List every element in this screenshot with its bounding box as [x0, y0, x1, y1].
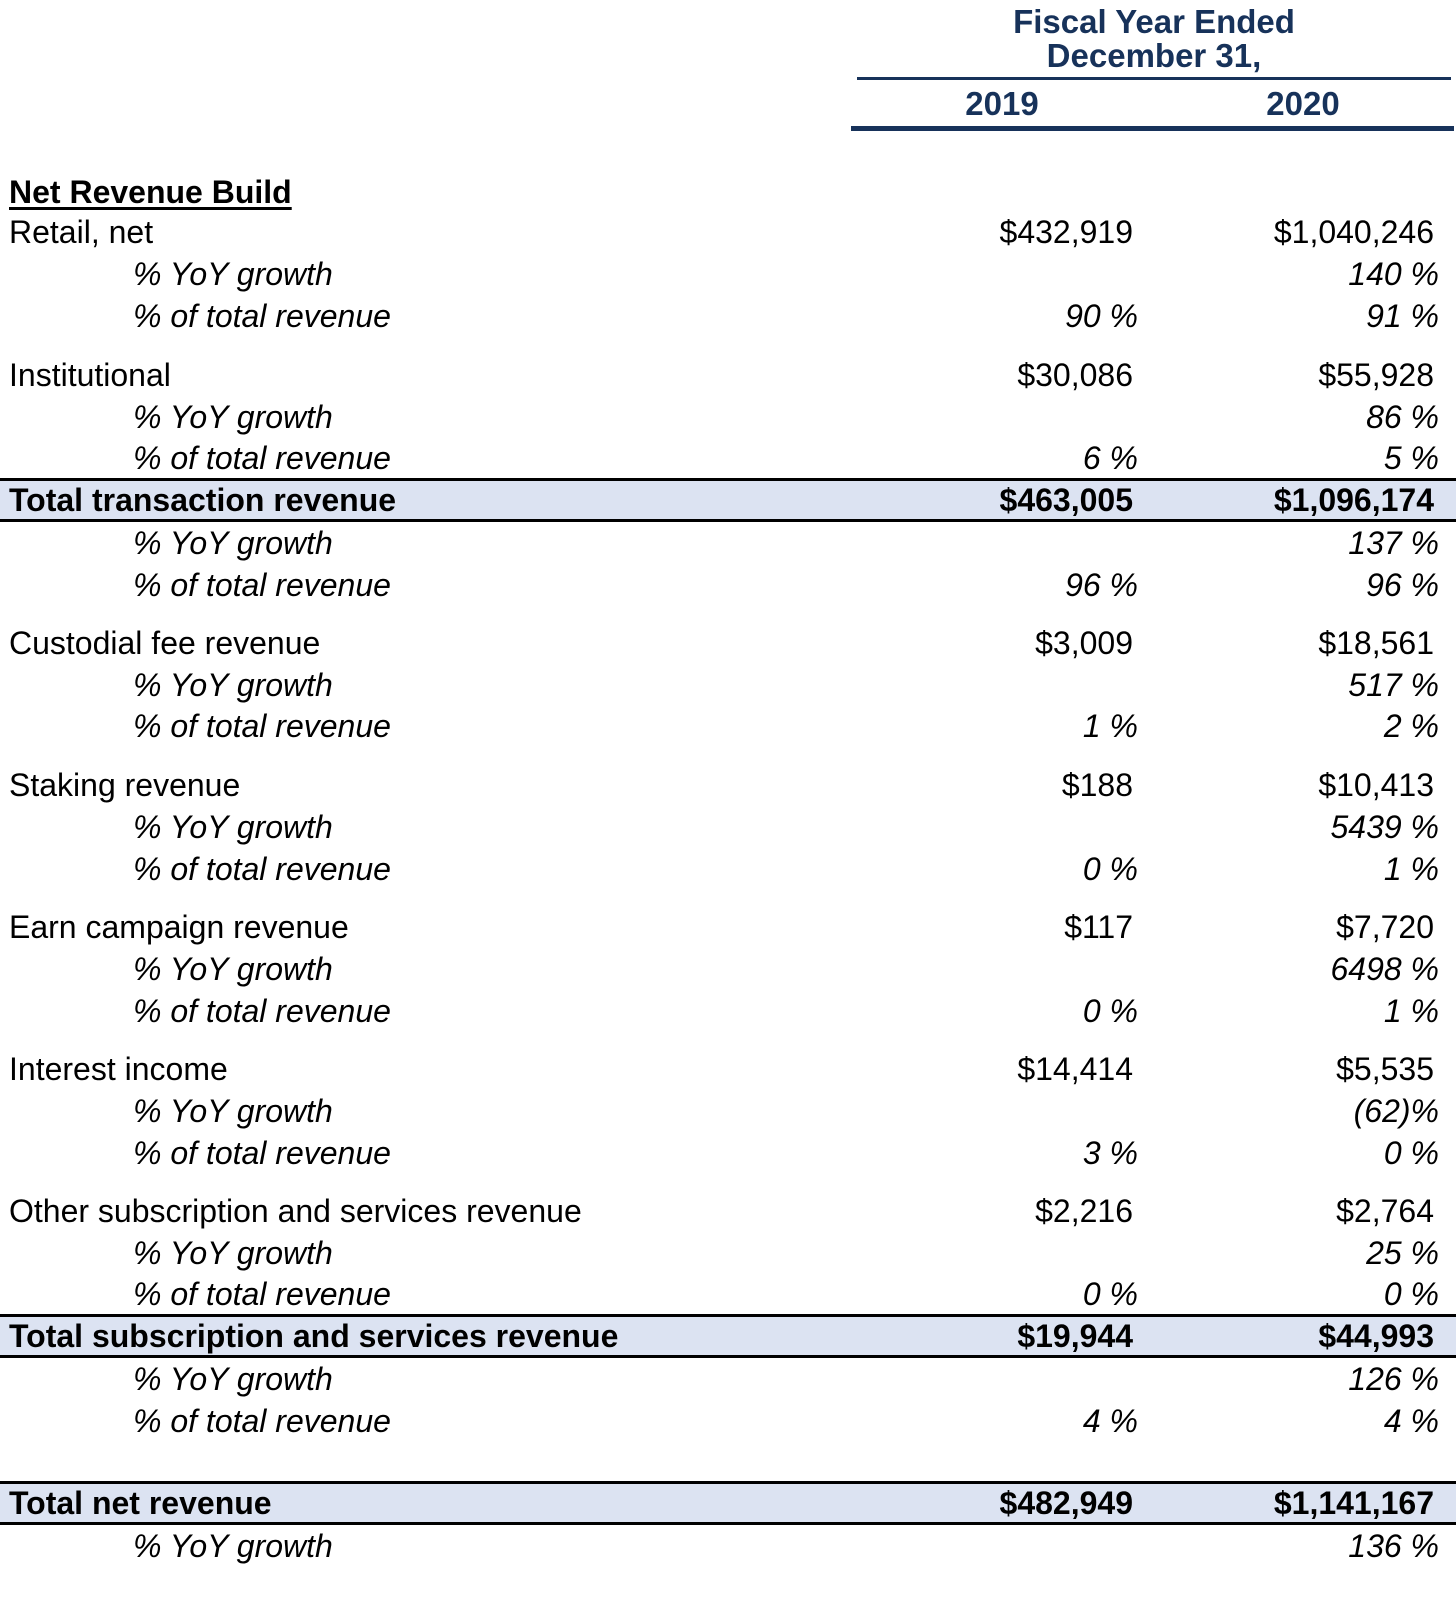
value-2019: $14,414	[1017, 1051, 1133, 1087]
row-total-net-revenue	[0, 1481, 1456, 1525]
row-transaction-yoy-growth	[0, 522, 1456, 564]
row-label: % YoY growth	[133, 256, 333, 292]
row-institutional-yoy-growth	[0, 396, 1456, 438]
row-institutional-pct-total	[0, 437, 1456, 479]
row-custodial-pct-total	[0, 705, 1456, 747]
row-other-subscription-revenue	[0, 1190, 1456, 1232]
value-2019: $19,944	[1017, 1318, 1133, 1354]
value-2020: $2,764	[1336, 1193, 1434, 1229]
row-label: Total transaction revenue	[9, 482, 397, 518]
row-subscription-pct-total	[0, 1400, 1456, 1442]
row-custodial-yoy-growth	[0, 664, 1456, 706]
value-2019: 4 %	[1082, 1403, 1138, 1439]
value-2020: 136 %	[1348, 1528, 1439, 1564]
value-2020: 5 %	[1383, 440, 1439, 476]
value-2020: $1,096,174	[1273, 482, 1434, 518]
row-label: % YoY growth	[133, 951, 333, 987]
row-staking-revenue	[0, 764, 1456, 806]
value-2020: $1,040,246	[1273, 214, 1434, 250]
row-label: % of total revenue	[133, 567, 391, 603]
header-divider	[857, 77, 1451, 80]
value-2020: 1 %	[1383, 993, 1439, 1029]
row-label: % YoY growth	[133, 1528, 333, 1564]
value-2020: 91 %	[1366, 298, 1439, 334]
value-2019: 0 %	[1082, 851, 1138, 887]
row-retail-yoy-growth	[0, 253, 1456, 295]
value-2019: 96 %	[1065, 567, 1138, 603]
row-label: % of total revenue	[133, 708, 391, 744]
row-staking-yoy-growth	[0, 806, 1456, 848]
value-2020: 25 %	[1366, 1235, 1439, 1271]
value-2019: 1 %	[1082, 708, 1138, 744]
row-label: Total net revenue	[9, 1485, 272, 1521]
value-2020: 96 %	[1366, 567, 1439, 603]
value-2019: $188	[1061, 767, 1133, 803]
value-2019: $463,005	[999, 482, 1133, 518]
row-label: Total subscription and services revenue	[9, 1318, 619, 1354]
value-2019: 6 %	[1082, 440, 1138, 476]
row-subscription-yoy-growth	[0, 1358, 1456, 1400]
value-2019: 0 %	[1082, 1276, 1138, 1312]
value-2019: $2,216	[1035, 1193, 1133, 1229]
value-2020: 2 %	[1383, 708, 1439, 744]
row-label: Custodial fee revenue	[9, 625, 321, 661]
value-2020: $7,720	[1336, 909, 1434, 945]
value-2019: 90 %	[1065, 298, 1138, 334]
row-label: % YoY growth	[133, 809, 333, 845]
row-label: Retail, net	[9, 214, 154, 250]
row-label: Interest income	[9, 1051, 228, 1087]
value-2020: $55,928	[1318, 357, 1434, 393]
section-title: Net Revenue Build	[9, 174, 292, 210]
value-2020: $18,561	[1318, 625, 1434, 661]
row-earn-yoy-growth	[0, 948, 1456, 990]
row-institutional	[0, 354, 1456, 396]
column-header-title-line2: December 31,	[1046, 37, 1262, 74]
row-earn-campaign-revenue	[0, 906, 1456, 948]
row-other-pct-total	[0, 1273, 1456, 1315]
value-2020: 1 %	[1383, 851, 1439, 887]
value-2020: $10,413	[1318, 767, 1434, 803]
value-2020: 86 %	[1366, 399, 1439, 435]
row-retail-pct-total	[0, 295, 1456, 337]
row-label: % YoY growth	[133, 1361, 333, 1397]
value-2020: 5439 %	[1330, 809, 1439, 845]
row-label: % of total revenue	[133, 993, 391, 1029]
value-2019: $30,086	[1017, 357, 1133, 393]
row-label: Other subscription and services revenue	[9, 1193, 582, 1229]
value-2020: 4 %	[1383, 1403, 1439, 1439]
row-label: % of total revenue	[133, 851, 391, 887]
value-2020: 0 %	[1383, 1276, 1439, 1312]
row-label: % of total revenue	[133, 1276, 391, 1312]
row-other-yoy-growth	[0, 1232, 1456, 1274]
row-total-transaction-revenue	[0, 478, 1456, 522]
row-label: % YoY growth	[133, 399, 333, 435]
column-header-title-line1: Fiscal Year Ended	[1013, 3, 1295, 40]
row-label: % YoY growth	[133, 1093, 333, 1129]
value-2019: $482,949	[999, 1485, 1133, 1521]
value-2020: 126 %	[1348, 1361, 1439, 1397]
row-label: % of total revenue	[133, 1403, 391, 1439]
row-interest-yoy-growth	[0, 1090, 1456, 1132]
row-transaction-pct-total	[0, 564, 1456, 606]
value-2020: 137 %	[1348, 525, 1439, 561]
row-staking-pct-total	[0, 848, 1456, 890]
value-2020: $5,535	[1336, 1051, 1434, 1087]
row-label: % YoY growth	[133, 525, 333, 561]
row-label: Earn campaign revenue	[9, 909, 349, 945]
value-2020: 0 %	[1383, 1135, 1439, 1171]
row-label: % of total revenue	[133, 298, 391, 334]
value-2019: 0 %	[1082, 993, 1138, 1029]
row-label: Staking revenue	[9, 767, 241, 803]
row-label: % of total revenue	[133, 1135, 391, 1171]
row-retail-net	[0, 211, 1456, 253]
row-net-revenue-yoy-growth	[0, 1525, 1456, 1567]
row-label: % of total revenue	[133, 440, 391, 476]
value-2020: (62)%	[1353, 1093, 1439, 1129]
value-2020: $1,141,167	[1273, 1485, 1434, 1521]
row-custodial-fee-revenue	[0, 622, 1456, 664]
value-2020: 517 %	[1348, 667, 1439, 703]
value-2020: 6498 %	[1330, 951, 1439, 987]
value-2019: $117	[1064, 909, 1133, 945]
row-label: % YoY growth	[133, 667, 333, 703]
row-interest-pct-total	[0, 1132, 1456, 1174]
row-total-subscription-revenue	[0, 1314, 1456, 1358]
row-label: % YoY growth	[133, 1235, 333, 1271]
row-label: Institutional	[9, 357, 171, 393]
value-2019: $432,919	[999, 214, 1133, 250]
row-earn-pct-total	[0, 990, 1456, 1032]
value-2019: $3,009	[1035, 625, 1133, 661]
value-2020: $44,993	[1318, 1318, 1434, 1354]
column-header-2019: 2019	[965, 85, 1039, 122]
row-interest-income	[0, 1048, 1456, 1090]
column-header-2020: 2020	[1266, 85, 1340, 122]
header-bottom-divider	[851, 126, 1454, 131]
value-2020: 140 %	[1348, 256, 1439, 292]
value-2019: 3 %	[1082, 1135, 1138, 1171]
